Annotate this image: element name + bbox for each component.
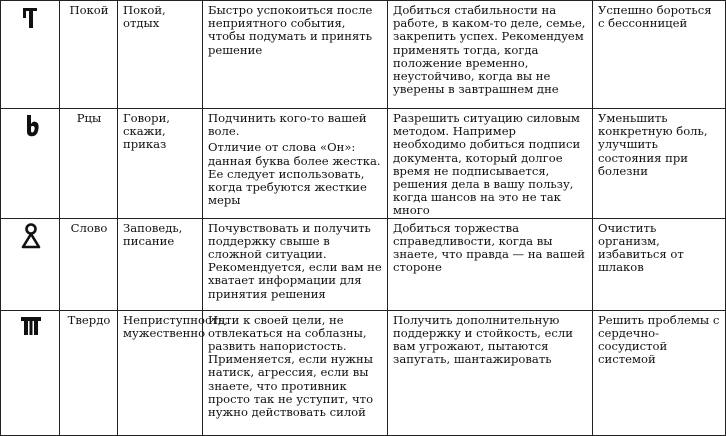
table-row (1, 218, 726, 310)
table-row (1, 109, 726, 219)
glyph-cell (1, 310, 60, 435)
purpose-paragraph: Почувствовать и получить поддержку свыше в сложной ситуации. Рекомендуется, если вам не хватает информации для принятия решения (208, 220, 382, 301)
glyph-cell (1, 109, 60, 219)
letter-meaning: Говори, скажи, приказ (118, 109, 203, 219)
table-row (1, 310, 726, 435)
glagolitic-rtsy-icon (18, 112, 44, 138)
glagolitic-slovo-icon (18, 222, 44, 250)
letter-name: Покой (60, 1, 118, 109)
letter-health: Уменьшить конкретную боль, улучшить состояния при болезни (593, 109, 726, 219)
letter-meaning: Покой, отдых (118, 1, 203, 109)
glyph-cell (1, 1, 60, 109)
letter-name: Слово (60, 218, 118, 310)
letter-name: Твердо (60, 310, 118, 435)
letter-purpose (203, 218, 388, 310)
glyph-cell (1, 218, 60, 310)
letter-meaning: Неприступность, мужественно (118, 310, 203, 435)
letter-purpose (203, 109, 388, 219)
letter-situations: Добиться торжества справедливости, когда вы знаете, что правда — на вашей стороне (388, 218, 593, 310)
letter-purpose (203, 1, 388, 109)
letter-purpose (203, 310, 388, 435)
purpose-paragraph: Отличие от слова «Он»: данная буква более жестка. Ее следует использовать, когда требуются жесткие меры (208, 140, 381, 208)
letter-health: Успешно бороться с бессонницей (593, 1, 726, 109)
purpose-paragraph: Подчинить кого-то вашей воле. (208, 111, 367, 139)
purpose-paragraph: Быстро успокоиться после неприятного события, чтобы подумать и принять решение (208, 3, 373, 57)
glagolitic-pokoi-icon (18, 4, 44, 30)
letter-health: Решить проблемы с сердечно-сосудистой системой (593, 310, 726, 435)
glagolitic-tverdo-icon (17, 314, 45, 338)
table-row (1, 1, 726, 109)
letter-situations: Добиться стабильности на работе, в каком-то деле, семье, закрепить успех. Рекомендуем применять тогда, когда положение временно, неустойчиво, когда вы не уверены в завтрашнем дне (388, 1, 593, 109)
letter-situations: Получить дополнительную поддержку и стойкость, если вам угрожают, пытаются запугать, шантажировать (388, 310, 593, 435)
letter-meaning: Заповедь, писание (118, 218, 203, 310)
purpose-paragraph: Идти к своей цели, не отвлекаться на соблазны, развить напористость. Применяется, если нужны натиск, агрессия, если вы знаете, что противник просто так не уступит, что нужно действовать силой (208, 312, 374, 420)
letter-situations: Разрешить ситуацию силовым методом. Например необходимо добиться подписи документа, который долгое время не подписывается, решения дела в вашу пользу, когда шансов на это не так много (388, 109, 593, 219)
letter-name: Рцы (60, 109, 118, 219)
letter-health: Очистить организм, избавиться от шлаков (593, 218, 726, 310)
